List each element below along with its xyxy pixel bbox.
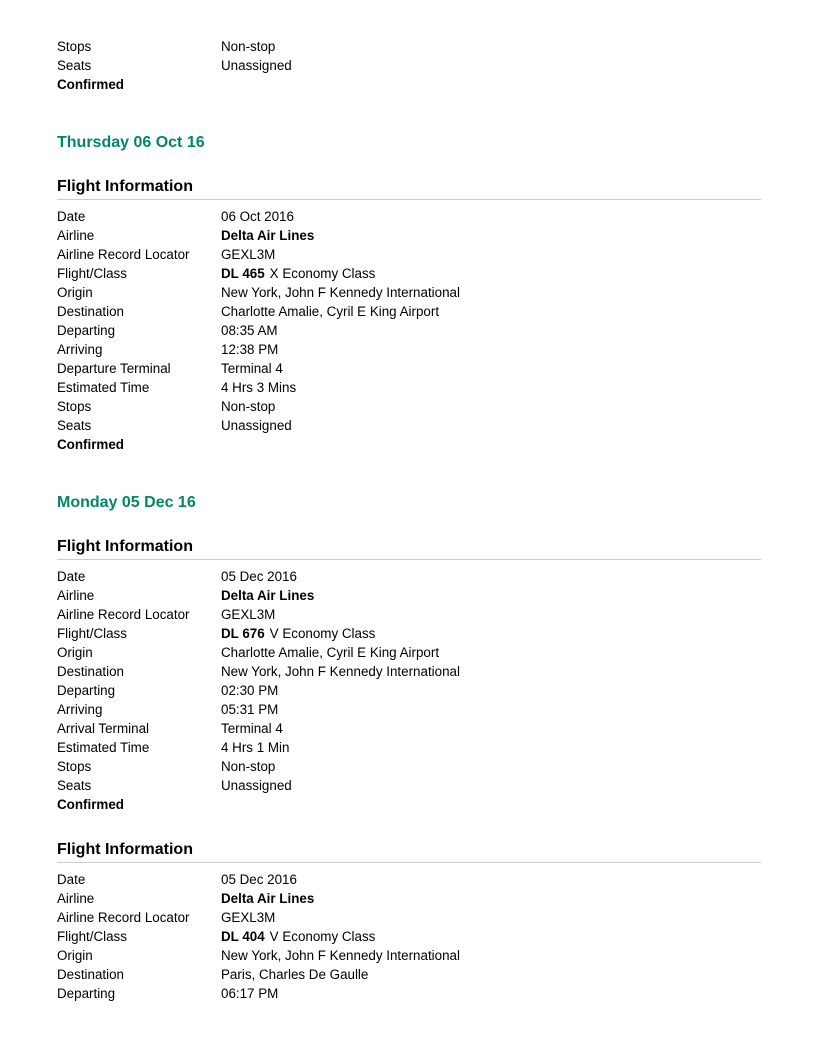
- row-value: Delta Air Lines: [221, 228, 315, 243]
- row-label: Date: [57, 569, 86, 584]
- flight-number: DL 465: [221, 266, 265, 281]
- row-label: Airline: [57, 891, 95, 906]
- detail-row-destination: [57, 965, 761, 984]
- row-value: Non-stop: [221, 759, 276, 774]
- row-label: Date: [57, 872, 86, 887]
- detail-row-destination: [57, 662, 761, 681]
- row-label: Date: [57, 209, 86, 224]
- detail-row-flight-class: [57, 927, 761, 946]
- row-label: Airline Record Locator: [57, 247, 190, 262]
- row-value: GEXL3M: [221, 247, 276, 262]
- detail-row-origin: [57, 946, 761, 965]
- detail-row-departing: [57, 321, 761, 340]
- flight-class: V Economy Class: [269, 626, 376, 641]
- row-label: Estimated Time: [57, 740, 150, 755]
- row-label: Flight/Class: [57, 929, 127, 944]
- row-value: [221, 927, 761, 946]
- detail-row-airline: [57, 226, 761, 245]
- detail-row-date: [57, 567, 761, 586]
- flight-class: V Economy Class: [269, 929, 376, 944]
- detail-row-seats: [57, 416, 761, 435]
- row-value: 05 Dec 2016: [221, 872, 297, 887]
- detail-row-destination: [57, 302, 761, 321]
- row-label: Departure Terminal: [57, 361, 171, 376]
- detail-row-stops: [57, 37, 761, 56]
- row-label: Seats: [57, 778, 92, 793]
- booking-status: Confirmed: [57, 77, 124, 92]
- detail-row-departing: [57, 681, 761, 700]
- row-label: Stops: [57, 399, 92, 414]
- section-title: Flight Information: [57, 537, 761, 560]
- row-label: Airline Record Locator: [57, 607, 190, 622]
- row-label: Departing: [57, 323, 116, 338]
- day-heading: Monday 05 Dec 16: [57, 494, 196, 511]
- row-value: 08:35 AM: [221, 323, 278, 338]
- row-value: 06:17 PM: [221, 986, 279, 1001]
- row-label: Flight/Class: [57, 626, 127, 641]
- section-title: Flight Information: [57, 177, 761, 200]
- day-heading: Thursday 06 Oct 16: [57, 134, 205, 151]
- itinerary-page: [57, 37, 761, 1003]
- row-label: Origin: [57, 645, 93, 660]
- row-label: Seats: [57, 418, 92, 433]
- detail-row-estimated-time: [57, 378, 761, 397]
- row-value: [221, 624, 761, 643]
- flight-details: [57, 207, 761, 454]
- detail-row-date: [57, 207, 761, 226]
- detail-row-locator: [57, 245, 761, 264]
- flight-number: DL 676: [221, 626, 265, 641]
- flight-class: X Economy Class: [269, 266, 376, 281]
- row-value: Non-stop: [221, 39, 276, 54]
- row-value: Delta Air Lines: [221, 891, 315, 906]
- detail-row-airline: [57, 586, 761, 605]
- row-value: Paris, Charles De Gaulle: [221, 967, 369, 982]
- row-value: 12:38 PM: [221, 342, 279, 357]
- previous-flight-fragment: [57, 37, 761, 94]
- row-value: Delta Air Lines: [221, 588, 315, 603]
- section-title: Flight Information: [57, 840, 761, 863]
- detail-row-stops: [57, 397, 761, 416]
- row-value: [221, 264, 761, 283]
- detail-row-locator: [57, 908, 761, 927]
- row-label: Destination: [57, 967, 124, 982]
- row-label: Airline Record Locator: [57, 910, 190, 925]
- booking-status: Confirmed: [57, 437, 124, 452]
- row-label: Flight/Class: [57, 266, 127, 281]
- row-label: Departing: [57, 986, 116, 1001]
- detail-row-origin: [57, 283, 761, 302]
- detail-row-arriving: [57, 700, 761, 719]
- row-value: 05:31 PM: [221, 702, 279, 717]
- detail-row-seats: [57, 56, 761, 75]
- row-value: New York, John F Kennedy International: [221, 948, 460, 963]
- detail-row-airline: [57, 889, 761, 908]
- row-value: GEXL3M: [221, 607, 276, 622]
- row-value: 05 Dec 2016: [221, 569, 297, 584]
- row-value: 02:30 PM: [221, 683, 279, 698]
- row-label: Origin: [57, 285, 93, 300]
- detail-row-stops: [57, 757, 761, 776]
- row-value: 06 Oct 2016: [221, 209, 294, 224]
- row-value: 4 Hrs 1 Min: [221, 740, 290, 755]
- row-label: Stops: [57, 759, 92, 774]
- row-value: Charlotte Amalie, Cyril E King Airport: [221, 645, 440, 660]
- row-label: Airline: [57, 588, 95, 603]
- row-value: Unassigned: [221, 778, 292, 793]
- flight-number: DL 404: [221, 929, 265, 944]
- row-label: Origin: [57, 948, 93, 963]
- flight-details: [57, 870, 761, 1003]
- flight-details: [57, 567, 761, 814]
- detail-row-departing: [57, 984, 761, 1003]
- row-value: Unassigned: [221, 58, 292, 73]
- detail-row-date: [57, 870, 761, 889]
- detail-row-terminal: [57, 359, 761, 378]
- booking-status: Confirmed: [57, 797, 124, 812]
- row-value: GEXL3M: [221, 910, 276, 925]
- row-value: 4 Hrs 3 Mins: [221, 380, 297, 395]
- row-label: Destination: [57, 304, 124, 319]
- detail-row-seats: [57, 776, 761, 795]
- detail-row-arriving: [57, 340, 761, 359]
- row-value: Charlotte Amalie, Cyril E King Airport: [221, 304, 440, 319]
- detail-row-terminal: [57, 719, 761, 738]
- row-value: Terminal 4: [221, 361, 283, 376]
- detail-row-flight-class: [57, 624, 761, 643]
- detail-row-origin: [57, 643, 761, 662]
- row-value: New York, John F Kennedy International: [221, 664, 460, 679]
- row-label: Airline: [57, 228, 95, 243]
- row-label: Arriving: [57, 342, 103, 357]
- row-value: New York, John F Kennedy International: [221, 285, 460, 300]
- row-value: Terminal 4: [221, 721, 283, 736]
- row-label: Stops: [57, 39, 92, 54]
- detail-row-estimated-time: [57, 738, 761, 757]
- detail-row-locator: [57, 605, 761, 624]
- row-label: Arriving: [57, 702, 103, 717]
- row-label: Departing: [57, 683, 116, 698]
- row-value: Non-stop: [221, 399, 276, 414]
- row-value: Unassigned: [221, 418, 292, 433]
- row-label: Estimated Time: [57, 380, 150, 395]
- row-label: Seats: [57, 58, 92, 73]
- row-label: Arrival Terminal: [57, 721, 150, 736]
- detail-row-flight-class: [57, 264, 761, 283]
- row-label: Destination: [57, 664, 124, 679]
